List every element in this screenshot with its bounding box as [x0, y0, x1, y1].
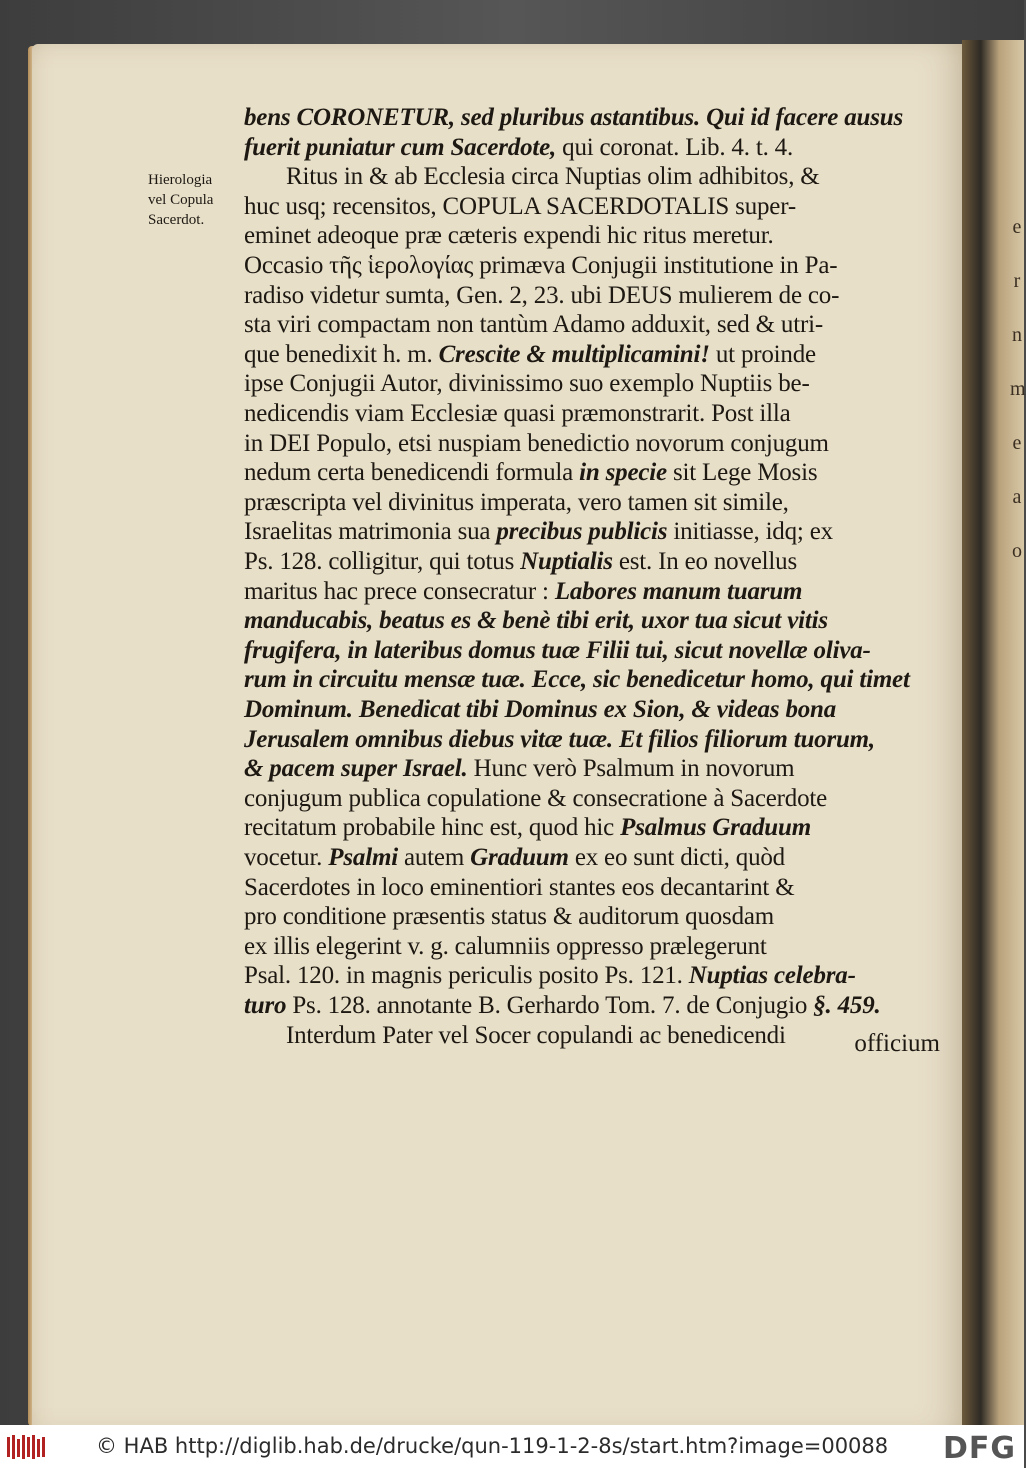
text-line: [244, 992, 881, 1020]
text-segment: sta viri compactam non tantùm Adamo adduxit, sed & utri-: [244, 311, 823, 339]
text-segment: que benedixit h. m.: [244, 340, 439, 368]
text-segment: Ps. 128. annotante B. Gerhardo Tom. 7. de Conjugio: [286, 992, 814, 1019]
text-segment: nedicendis viam Ecclesiæ quasi præmonstrarit. Post illa: [244, 400, 791, 427]
text-line: [244, 518, 833, 546]
text-segment: ut proinde: [709, 340, 816, 368]
text-segment: huc usq; recensitos, COPULA SACERDOTALIS super-: [244, 192, 796, 220]
text-segment: Nuptias celebra-: [688, 962, 856, 990]
copyright-link[interactable]: © HAB http://diglib.hab.de/drucke/qun-119-1-2-8s/start.htm?image=00088: [96, 1434, 889, 1458]
text-segment: frugifera, in lateribus domus tuæ Filii tui, sicut novellæ oliva-: [244, 636, 871, 664]
text-segment: & pacem super Israel.: [244, 755, 468, 783]
footer-bar: [0, 1425, 1024, 1468]
text-segment: manducabis, beatus es & benè tibi erit, uxor tua sicut vitis: [244, 607, 828, 635]
text-segment: pro conditione præsentis status & auditorum quosdam: [244, 903, 775, 931]
text-segment: Occasio τῆς ἱερολογίας primæva Conjugii institutione in Pa-: [244, 252, 838, 279]
margin-note-line: Sacerdot.: [148, 212, 205, 228]
text-segment: Dominum. Benedicat tibi Dominus ex Sion, & videas bona: [244, 696, 837, 723]
text-segment: fuerit puniatur cum Sacerdote,: [244, 133, 557, 161]
text-segment: recitatum probabile hinc est, quod hic: [244, 814, 621, 842]
text-segment: Crescite & multiplicamini!: [438, 340, 710, 368]
text-segment: Israelitas matrimonia sua: [244, 518, 497, 546]
text-line: [244, 903, 774, 931]
text-line: [244, 696, 836, 724]
text-line: [244, 430, 829, 458]
text-line: [244, 459, 817, 487]
text-line: [244, 311, 823, 339]
text-segment: bens CORONETUR, sed pluribus astantibus.: [244, 104, 701, 131]
text-line: [244, 578, 802, 606]
text-line: [244, 785, 827, 813]
text-segment: §. 459.: [813, 992, 881, 1019]
text-segment: Nuptialis: [520, 548, 613, 575]
dfg-logo: DFG: [942, 1431, 1016, 1466]
text-segment: ex eo sunt dicti, quòd: [568, 844, 785, 871]
text-segment: initiasse, idq; ex: [667, 518, 833, 546]
margin-note-line: Hierologia: [148, 172, 213, 188]
text-segment: maritus hac prece consecratur :: [244, 577, 555, 605]
text-segment: radiso videtur sumta, Gen. 2, 23. ubi DEUS mulierem de co-: [244, 281, 840, 309]
text-line: [244, 726, 875, 754]
text-line: [244, 814, 811, 842]
catchword: officium: [854, 1030, 940, 1057]
text-line: [244, 874, 794, 902]
text-line: [286, 163, 820, 191]
text-line: [244, 933, 767, 961]
text-segment: rum in circuitu mensæ tuæ. Ecce, sic benedicetur homo, qui timet: [244, 666, 910, 694]
text-line: [244, 962, 856, 990]
text-line: [244, 104, 903, 132]
text-line: [244, 844, 785, 872]
text-segment: conjugum publica copulatione & consecratione à Sacerdote: [244, 784, 828, 812]
text-segment: præscripta vel divinitus imperata, vero tamen sit simile,: [244, 488, 789, 516]
text-segment: Sacerdotes in loco eminentiori stantes eos decantarint &: [244, 873, 795, 901]
text-segment: vocetur.: [244, 844, 329, 871]
text-segment: Interdum Pater vel Socer copulandi ac benedicendi: [286, 1021, 786, 1049]
text-segment: ex illis elegerint v. g. calumniis oppresso prælegerunt: [244, 932, 767, 960]
facing-page-fragment: e r n m e a o: [1010, 216, 1026, 562]
text-segment: Qui id facere ausus: [700, 104, 903, 131]
margin-note-line: vel Copula: [148, 192, 214, 208]
text-line: [244, 755, 794, 783]
text-line: [244, 282, 839, 310]
text-line: [244, 370, 810, 398]
text-line: [286, 1022, 786, 1050]
text-line: [244, 341, 816, 369]
text-line: [244, 548, 797, 576]
text-line: [244, 489, 789, 517]
text-line: [244, 222, 774, 250]
text-segment: turo: [244, 992, 287, 1019]
text-line: [244, 666, 910, 694]
text-segment: Hunc verò Psalmum in novorum: [467, 755, 795, 783]
text-segment: precibus publicis: [496, 518, 668, 546]
text-line: [244, 400, 791, 428]
text-segment: nedum certa benedicendi formula: [244, 459, 580, 487]
text-segment: qui coronat. Lib. 4. t. 4.: [556, 133, 794, 161]
text-segment: Psalmus Graduum: [620, 814, 811, 842]
text-segment: Psalmi: [328, 844, 398, 871]
text-line: [244, 252, 837, 280]
text-segment: eminet adeoque præ cæteris expendi hic ritus meretur.: [244, 222, 774, 250]
text-segment: sit Lege Mosis: [666, 459, 818, 487]
text-segment: Graduum: [470, 844, 569, 871]
text-segment: in specie: [579, 459, 667, 487]
library-logo-icon: [6, 1433, 46, 1461]
text-segment: Labores manum tuarum: [554, 577, 803, 605]
text-line: [244, 134, 793, 162]
text-segment: in DEI Populo, etsi nuspiam benedictio novorum conjugum: [244, 429, 829, 457]
text-line: [244, 193, 796, 221]
text-line: [244, 637, 871, 665]
text-segment: ipse Conjugii Autor, divinissimo suo exemplo Nuptiis be-: [244, 370, 810, 398]
text-segment: autem: [397, 844, 471, 871]
text-segment: Psal. 120. in magnis periculis posito Ps. 121.: [244, 962, 689, 990]
text-segment: Ritus in & ab Ecclesia circa Nuptias olim adhibitos, &: [286, 163, 820, 191]
text-segment: est. In eo novellus: [612, 548, 797, 575]
text-segment: Jerusalem omnibus diebus vitæ tuæ. Et filios filiorum tuorum,: [244, 725, 875, 753]
text-segment: Ps. 128. colligitur, qui totus: [244, 548, 521, 575]
text-line: [244, 607, 828, 635]
